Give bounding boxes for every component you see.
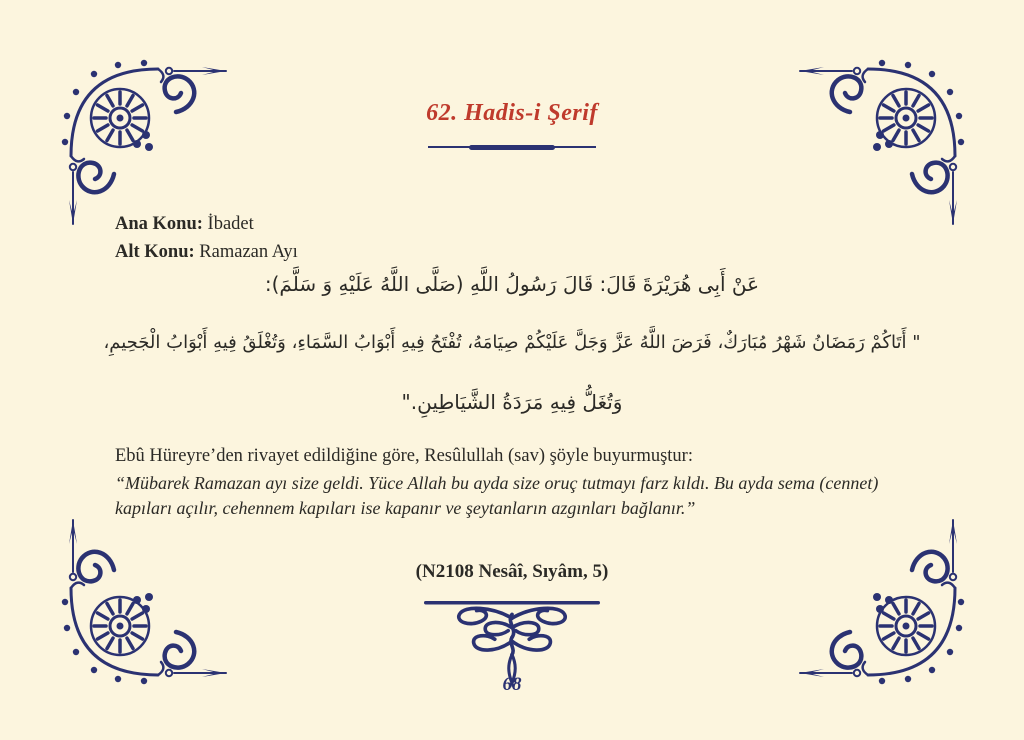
corner-ornament-icon [798,56,968,226]
topic-block [115,210,298,266]
corner-ornament-icon [798,518,968,688]
corner-ornament-icon [58,518,228,688]
main-topic-label: Ana Konu: [115,214,203,234]
narration-intro: Ebû Hüreyre’den rivayet edildiğine göre, Resûlullah (sav) şöyle buyurmuştur: [115,446,693,466]
translation-quote: “Mübarek Ramazan ayı size geldi. Yüce Allah bu ayda size oruç tutmayı farz kıldı. Bu ayda sema (cennet) kapıları açılır, cehennem kapıları ise kapanır ve şeytanların azgınları bağlanır.” [115,473,879,518]
hadith-reference: (N2108 Nesâî, Sıyâm, 5) [415,561,609,582]
arabic-line-3: وَتُغَلُّ فِيهِ مَرَدَةُ الشَّيَاطِينِ." [401,390,623,414]
sub-topic-line [115,238,298,266]
title-divider [428,146,596,148]
page-title: 62. Hadis-i Şerif [426,100,598,126]
arabic-line-2: " أَتَاكُمْ رَمَضَانُ شَهْرُ مُبَارَكٌ، فَرَضَ اللَّهُ عَزَّ وَجَلَّ عَلَيْكُمْ صِيَامَهُ، تُفْتَحُ فِيهِ أَبْوَابُ السَّمَاءِ، وَتُغْلَقُ فِيهِ أَبْوَابُ الْجَحِيمِ، [103,332,921,353]
main-topic-line [115,210,298,238]
arabic-line-1: عَنْ أَبِى هُرَيْرَةَ قَالَ: قَالَ رَسُولُ اللَّهِ (صَلَّى اللَّهُ عَلَيْهِ وَ سَلَّمَ): [264,272,760,296]
page-number: 68 [502,674,522,695]
sub-topic-value: Ramazan Ayı [199,242,298,262]
sub-topic-label: Alt Konu: [115,242,195,262]
corner-ornament-icon [58,56,228,226]
main-topic-value: İbadet [207,214,254,234]
